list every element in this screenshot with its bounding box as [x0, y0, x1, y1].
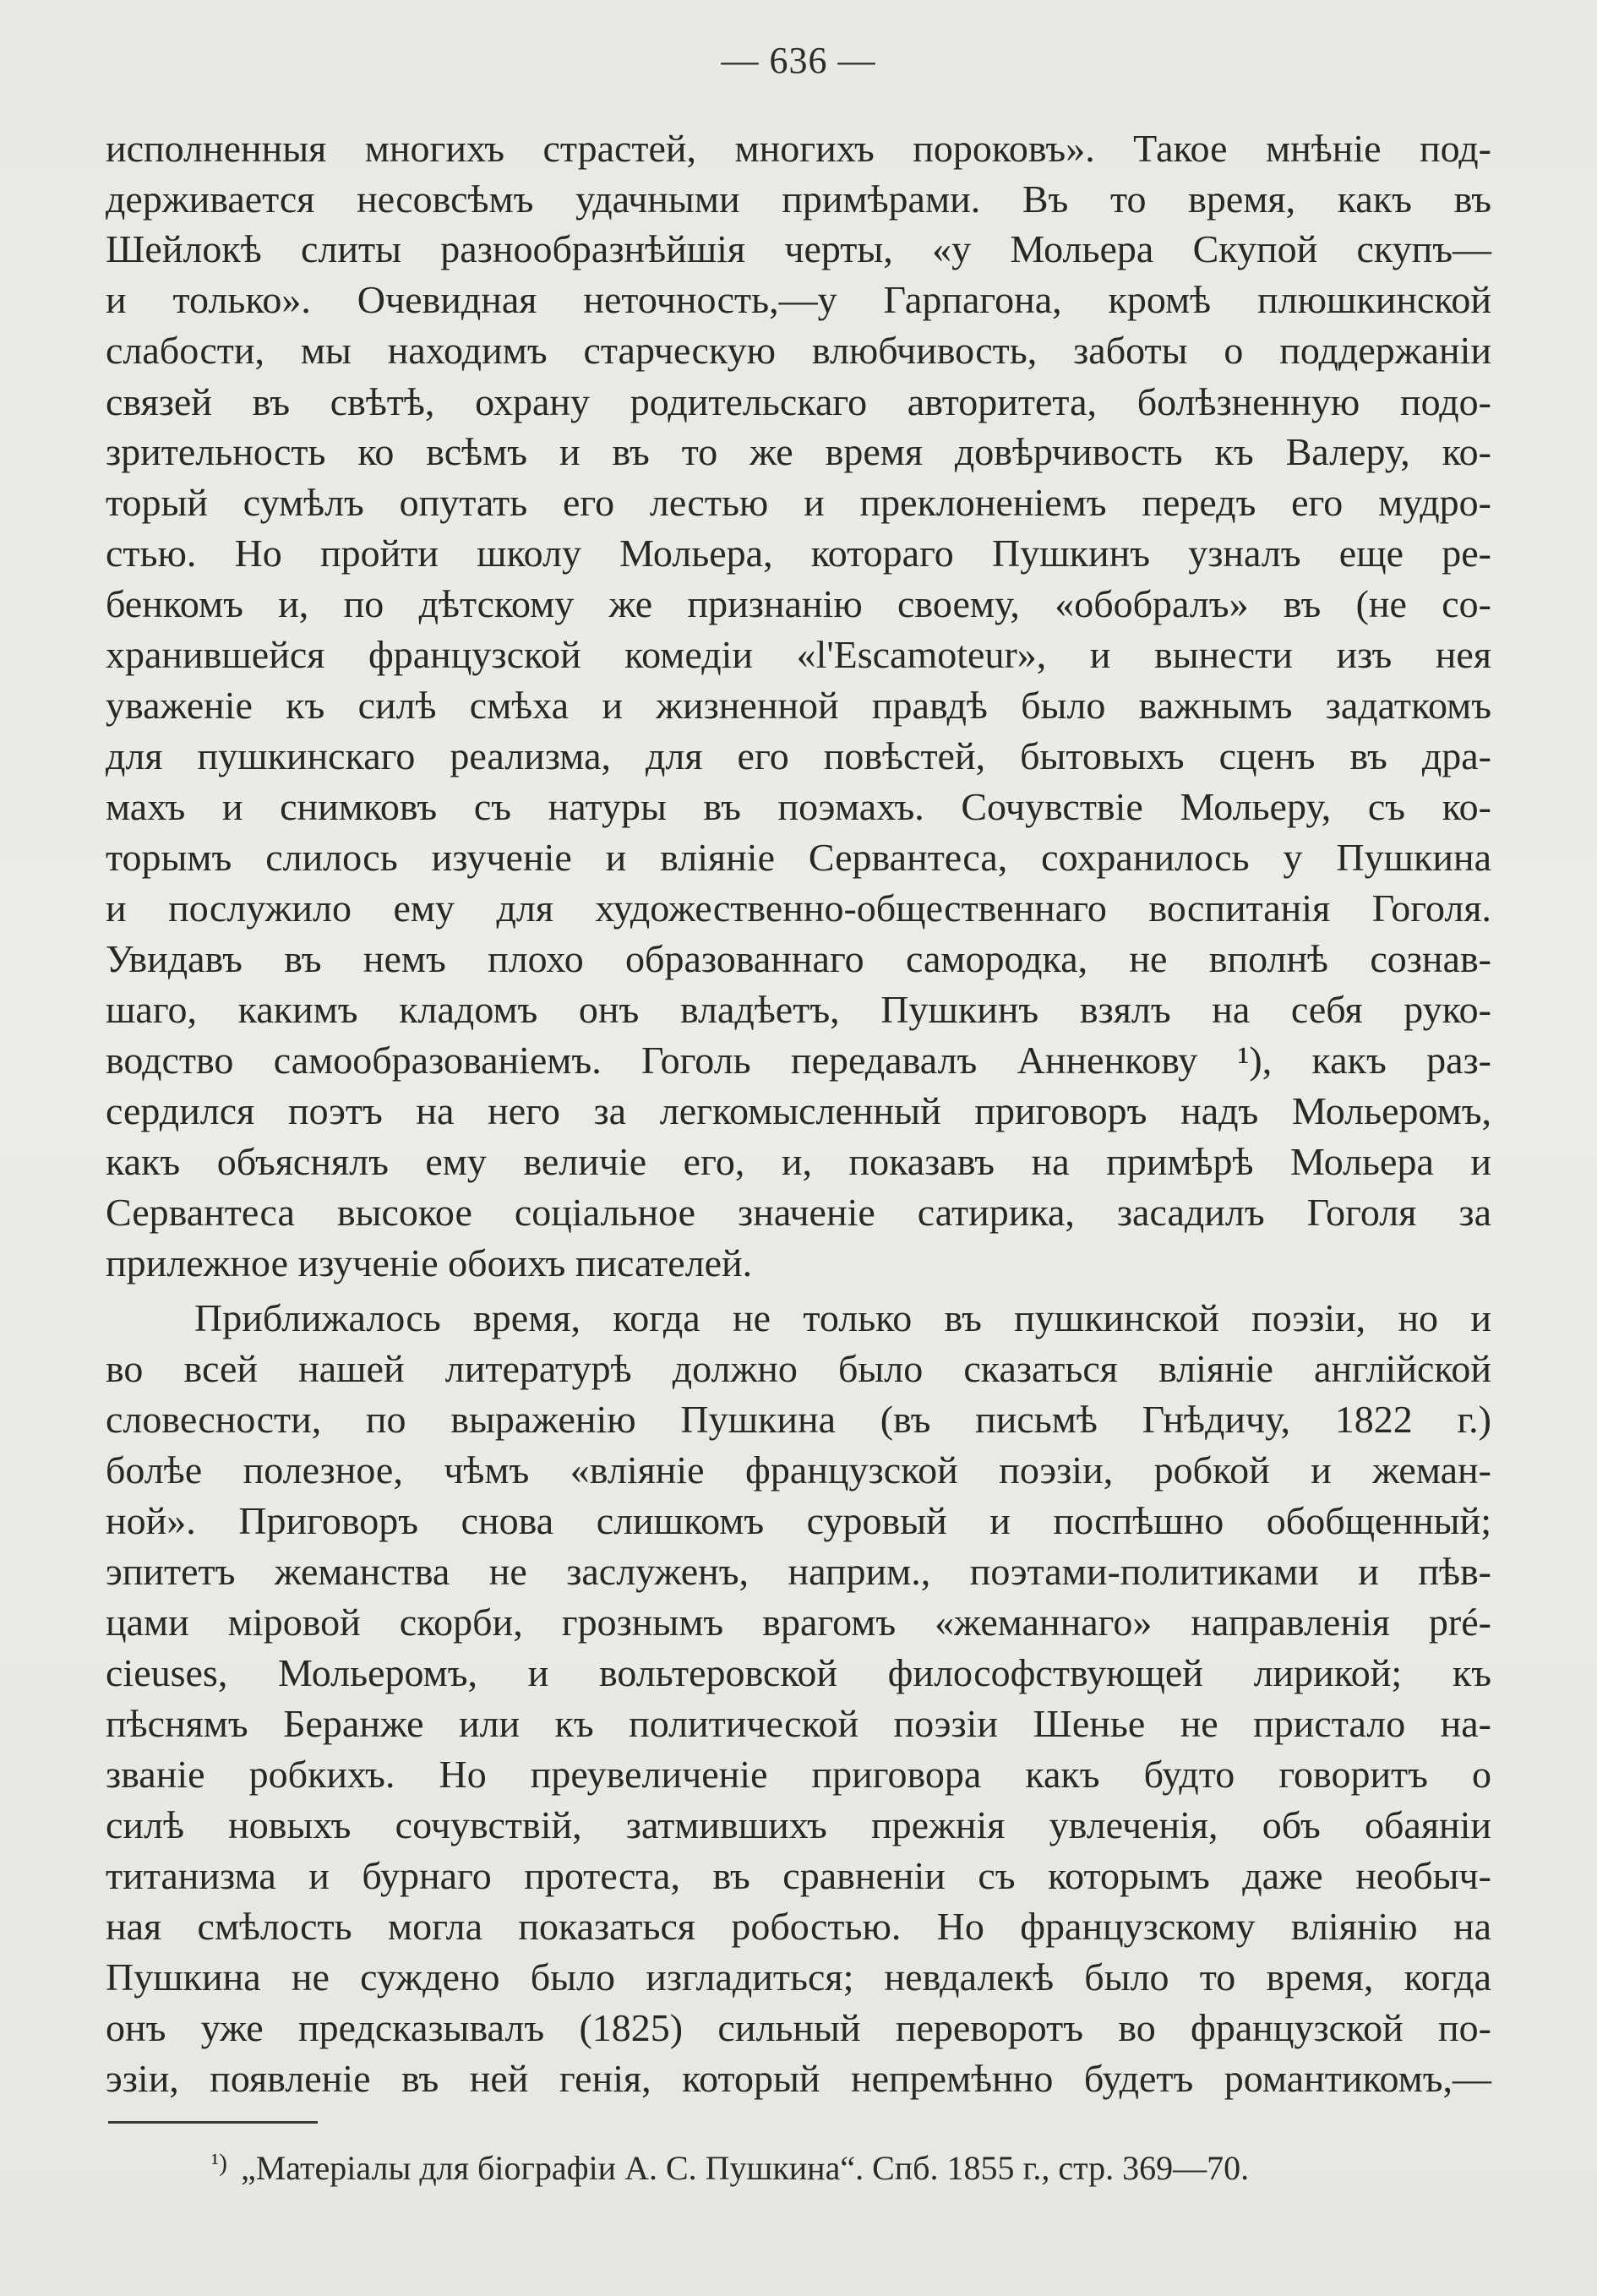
- footnote-marker: ¹): [211, 2149, 227, 2177]
- text-line: уваженіе къ силѣ смѣха и жизненной правдѣ было важнымъ задаткомъ: [106, 684, 1491, 727]
- text-line: для пушкинскаго реализма, для его повѣстей, бытовыхъ сценъ въ дра-: [106, 734, 1491, 777]
- text-line: слабости, мы находимъ старческую влюбчивость, заботы о поддержаніи: [106, 329, 1491, 372]
- text-line: эзіи, появленіе въ ней генія, который непремѣнно будетъ романтикомъ,—: [106, 2057, 1491, 2100]
- text-line: водство самообразованіемъ. Гоголь передавалъ Анненкову ¹), какъ раз-: [106, 1039, 1491, 1082]
- text-line: хранившейся французской комедіи «l'Escamoteur», и вынести изъ нея: [106, 633, 1491, 676]
- text-line: и только». Очевидная неточность,—у Гарпагона, кромѣ плюшкинской: [106, 278, 1491, 321]
- text-line: Шейлокѣ слиты разнообразнѣйшія черты, «у Мольера Скупой скупъ—: [106, 227, 1491, 270]
- text-line: Увидавъ въ немъ плохо образованнаго самородка, не вполнѣ сознав-: [106, 937, 1491, 980]
- text-line: шаго, какимъ кладомъ онъ владѣетъ, Пушкинъ взялъ на себя руко-: [106, 988, 1491, 1031]
- text-line: торымъ слилось изученіе и вліяніе Сервантеса, сохранилось у Пушкина: [106, 836, 1491, 879]
- text-line: эпитетъ жеманства не заслуженъ, наприм., поэтами-политиками и пѣв-: [106, 1550, 1491, 1593]
- text-line: бенкомъ и, по дѣтскому же признанію своему, «обобралъ» въ (не со-: [106, 582, 1491, 625]
- text-line: связей въ свѣтѣ, охрану родительскаго авторитета, болѣзненную подо-: [106, 380, 1491, 423]
- text-line: Приближалось время, когда не только въ пушкинской поэзіи, но и: [194, 1296, 1491, 1339]
- text-line: званіе робкихъ. Но преувеличеніе приговора какъ будто говоритъ о: [106, 1753, 1491, 1796]
- text-line: сердился поэтъ на него за легкомысленный приговоръ надъ Мольеромъ,: [106, 1089, 1491, 1132]
- text-line: торый сумѣлъ опутать его лестью и преклоненіемъ передъ его мудро-: [106, 481, 1491, 524]
- text-line: исполненныя многихъ страстей, многихъ пороковъ». Такое мнѣніе под-: [106, 127, 1491, 170]
- text-line: ной». Приговоръ снова слишкомъ суровый и поспѣшно обобщенный;: [106, 1499, 1491, 1542]
- text-line: цами міровой скорби, грознымъ врагомъ «жеманнаго» направленія pré-: [106, 1601, 1491, 1644]
- text-line: cieuses, Мольеромъ, и вольтеровской философствующей лирикой; къ: [106, 1651, 1491, 1694]
- text-line: какъ объяснялъ ему величіе его, и, показавъ на примѣрѣ Мольера и: [106, 1140, 1491, 1183]
- text-line: титанизма и бурнаго протеста, въ сравненіи съ которымъ даже необыч-: [106, 1854, 1491, 1897]
- footnote-divider: [108, 2121, 318, 2124]
- text-line: болѣе полезное, чѣмъ «вліяніе французской поэзіи, робкой и жеман-: [106, 1448, 1491, 1492]
- text-line: ная смѣлость могла показаться робостью. Но французскому вліянію на: [106, 1905, 1491, 1948]
- text-line: онъ уже предсказывалъ (1825) сильный переворотъ во французской по-: [106, 2006, 1491, 2049]
- text-line: словесности, по выраженію Пушкина (въ письмѣ Гнѣдичу, 1822 г.): [106, 1398, 1491, 1441]
- text-line: махъ и снимковъ съ натуры въ поэмахъ. Сочувствіе Мольеру, съ ко-: [106, 785, 1491, 828]
- footnote-text: „Матеріалы для біографіи А. С. Пушкина“. Спб. 1855 г., стр. 369—70.: [240, 2149, 1250, 2187]
- text-line: пѣснямъ Беранже или къ политической поэзіи Шенье не пристало на-: [106, 1702, 1491, 1745]
- text-line: во всей нашей литературѣ должно было сказаться вліяніе англійской: [106, 1347, 1491, 1390]
- text-line: силѣ новыхъ сочувствій, затмившихъ прежнія увлеченія, объ обаяніи: [106, 1803, 1491, 1846]
- text-line: стью. Но пройти школу Мольера, котораго Пушкинъ узналъ еще ре-: [106, 532, 1491, 575]
- text-line: Сервантеса высокое соціальное значеніе сатирика, засадилъ Гоголя за: [106, 1191, 1491, 1234]
- text-line: прилежное изученіе обоихъ писателей.: [106, 1241, 753, 1284]
- footnote: [211, 2145, 1479, 2195]
- text-line: зрительность ко всѣмъ и въ то же время довѣрчивость къ Валеру, ко-: [106, 430, 1491, 473]
- text-line: и послужило ему для художественно-общественнаго воспитанія Гоголя.: [106, 886, 1491, 930]
- text-line: Пушкина не суждено было изгладиться; невдалекѣ было то время, когда: [106, 1955, 1491, 1999]
- page-number: — 636 —: [721, 40, 876, 81]
- text-line: держивается несовсѣмъ удачными примѣрами. Въ то время, какъ въ: [106, 177, 1491, 221]
